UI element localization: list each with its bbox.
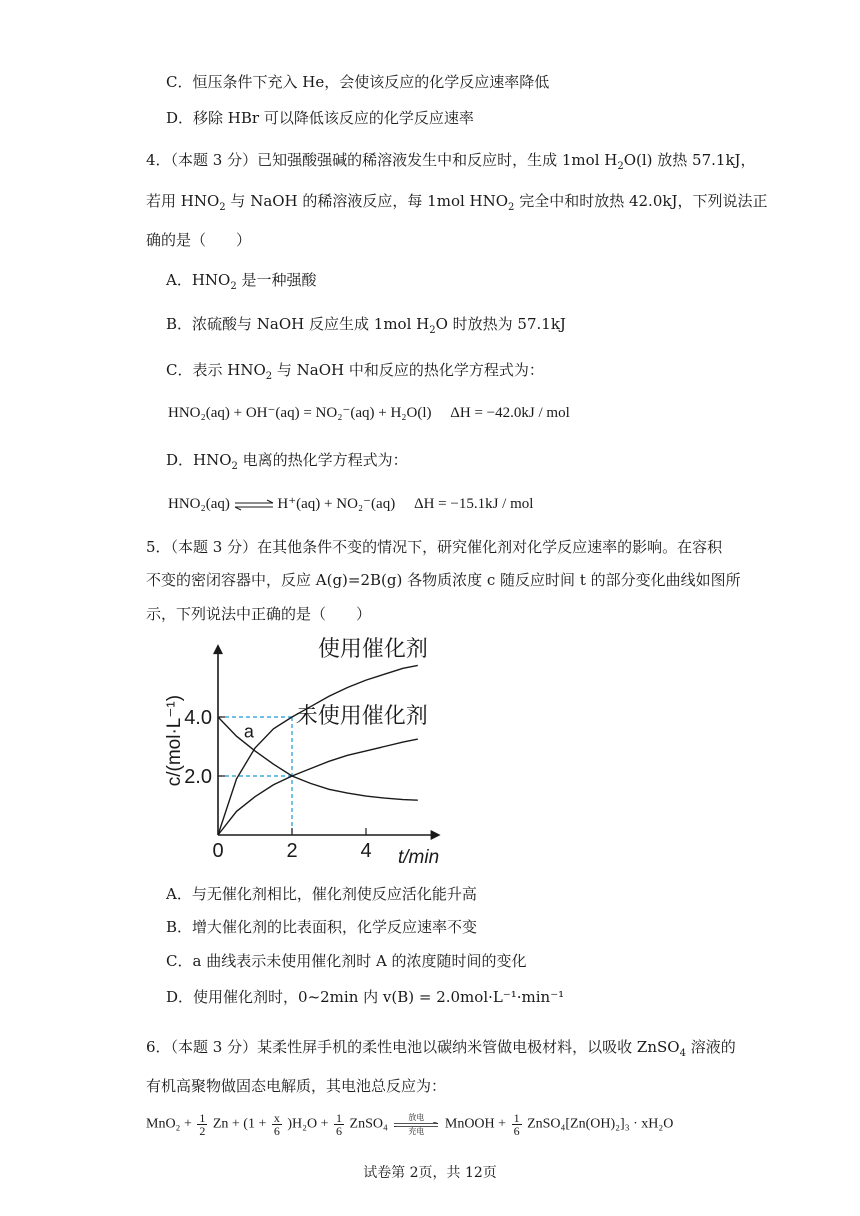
q6-equation: MnO₂ + $\frac{1}{2}$ Zn + (1 + $\frac{x}{6}$ )H₂O + $\frac{1}{6}$ ZnSO₄ 放电 充电 MnOOH + $\frac{1}{6}$ ZnSO₄[Zn(OH)₂]₃ · xH₂O	[146, 1111, 674, 1138]
q5-stem-line2: 不变的密闭容器中，反应 A(g)=2B(g) 各物质浓度 c 随反应时间 t 的部分变化曲线如图所	[146, 571, 741, 589]
q5-stem-line3: 示，下列说法中正确的是（ ）	[146, 605, 372, 623]
q3-option-d: D．移除 HBr 可以降低该反应的化学反应速率	[166, 109, 474, 127]
q5-option-b: B．增大催化剂的比表面积，化学反应速率不变	[166, 918, 478, 936]
x-tick-label: 2	[286, 840, 298, 862]
q6-stem-line1: 6．（本题 3 分）某柔性屏手机的柔性电池以碳纳米管做电极材料，以吸收 ZnSO$_4$ 溶液的	[146, 1038, 736, 1059]
series-label: 使用催化剂	[317, 636, 428, 662]
q4-equation-d: HNO₂(aq) H⁺(aq) + NO₂⁻(aq) ΔH = −15.1kJ / mol	[168, 496, 534, 512]
x-axis-arrow	[431, 830, 441, 840]
q4-option-c: C．表示 $HNO_2$ 与 NaOH 中和反应的热化学方程式为：	[166, 361, 544, 382]
curve-a-label: a	[243, 721, 254, 742]
q4-stem-line2: 若用 $HNO_2$ 与 NaOH 的稀溶液反应，每 1mol $HNO_2$ 完全中和时放热 42.0kJ，下列说法正	[146, 192, 768, 213]
q4-option-a: A．$HNO_2$ 是一种强酸	[166, 271, 317, 292]
fraction: $\frac{1}{6}$	[513, 1111, 520, 1138]
series-line	[218, 665, 418, 835]
reversible-arrow-icon	[393, 1122, 439, 1127]
q5-stem-line1: 5．（本题 3 分）在其他条件不变的情况下，研究催化剂对化学反应速率的影响。在容积	[146, 538, 723, 556]
fraction: $\frac{1}{6}$	[336, 1111, 343, 1138]
q5-option-a: A．与无催化剂相比，催化剂使反应活化能升高	[166, 885, 477, 903]
page-footer: 试卷第 2页，共 12页	[363, 1165, 497, 1181]
x-tick-label: 4	[360, 840, 372, 862]
y-tick-label: 4.0	[184, 707, 212, 729]
q4-option-b: B．浓硫酸与 NaOH 反应生成 1mol $H_2O$ 时放热为 57.1kJ	[166, 315, 566, 336]
q4-option-d: D．$HNO_2$ 电离的热化学方程式为：	[166, 451, 408, 472]
q5-option-d: D．使用催化剂时，0~2min 内 v(B) = 2.0mol·L⁻¹·min⁻¹	[166, 988, 565, 1006]
x-axis-label: t/min	[398, 847, 440, 868]
reversible-arrow-icon	[234, 499, 274, 511]
concentration-time-chart	[150, 630, 460, 875]
y-axis-label: c/(mol·L⁻¹)	[164, 694, 185, 787]
y-axis-arrow	[213, 644, 223, 654]
x-tick-label: 0	[212, 840, 224, 862]
q4-equation-c: HNO₂(aq) + OH⁻(aq) = NO₂⁻(aq) + H₂O(l) ΔH = −42.0kJ / mol	[168, 405, 570, 421]
q4-stem-line3: 确的是（ ）	[146, 231, 252, 249]
charge-discharge-arrow: 放电 充电	[393, 1113, 439, 1136]
q4-stem-line1: 4．（本题 3 分）已知强酸强碱的稀溶液发生中和反应时，生成 1mol $H_2O(l)$ 放热 57.1kJ，	[146, 151, 756, 172]
series-label: 未使用催化剂	[295, 702, 428, 728]
q3-option-c: C．恒压条件下充入 He，会使该反应的化学反应速率降低	[166, 73, 550, 91]
fraction: $\frac{1}{2}$	[199, 1111, 206, 1138]
y-tick-label: 2.0	[184, 766, 212, 788]
fraction: $\frac{x}{6}$	[273, 1111, 280, 1138]
q5-option-c: C．a 曲线表示未使用催化剂时 A 的浓度随时间的变化	[166, 952, 527, 970]
q6-stem-line2: 有机高聚物做固态电解质，其电池总反应为：	[146, 1077, 447, 1095]
series-line	[218, 739, 418, 835]
